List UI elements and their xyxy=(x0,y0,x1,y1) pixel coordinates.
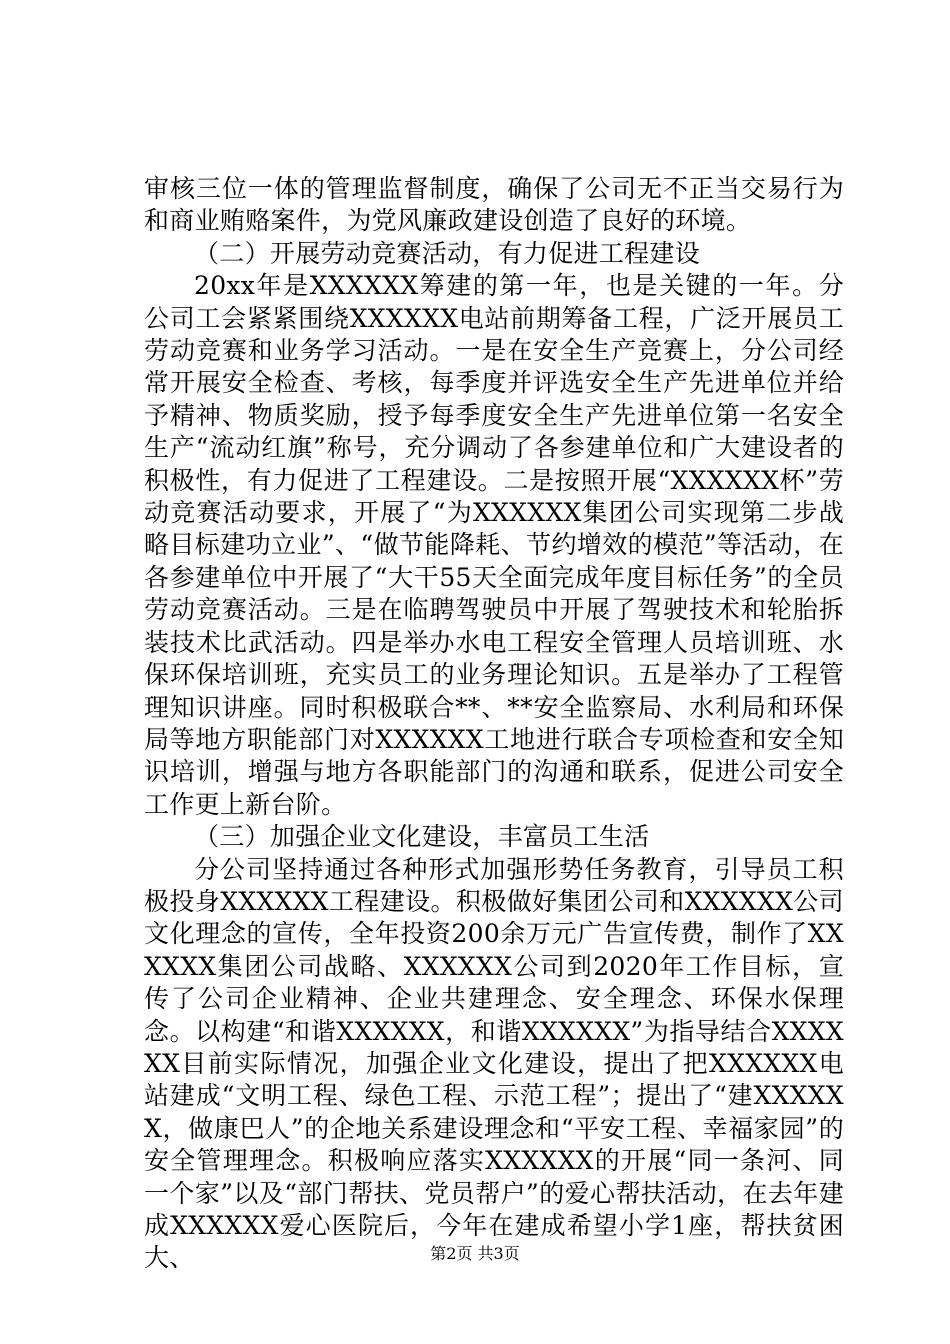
paragraph-continuation: 审核三位一体的管理监督制度，确保了公司无不正当交易行为和商业贿赂案件，为党风廉政建设创造了良好的环境。 xyxy=(144,174,844,236)
section-heading-3: （三）加强企业文化建设，丰富员工生活 xyxy=(194,822,650,852)
document-body xyxy=(144,173,844,1275)
section-heading-2: （二）开展劳动竞赛活动，有力促进工程建设 xyxy=(194,238,701,268)
page-footer: 第2页 共3页 xyxy=(430,1244,520,1263)
paragraph-corporate-culture: 分公司坚持通过各种形式加强形势任务教育，引导员工积极投身XXXXXX工程建设。积极做好集团公司和XXXXXX公司文化理念的宣传，全年投资200余万元广告宣传费，制作了XXXXXX集团公司战略、XXXXXX公司到2020年工作目标，宣传了公司企业精神、企业共建理念、安全理念、环保水保理念。以构建“和谐XXXXXX，和谐XXXXXX”为指导结合XXXXXX目前实际情况，加强企业文化建设，提出了把XXXXXX电站建成“文明工程、绿色工程、示范工程”；提出了“建XXXXXX，做康巴人”的企地关系建设理念和“平安工程、幸福家园”的安全管理理念。积极响应落实XXXXXX的开展“同一条河、同一个家”以及“部门帮扶、党员帮户”的爱心帮扶活动，在去年建成XXXXXX爱心医院后，今年在建成希望小学1座，帮扶贫困大、 xyxy=(144,854,844,1273)
paragraph-labor-competition: 20xx年是XXXXXX筹建的第一年，也是关键的一年。分公司工会紧紧围绕XXXXXX电站前期筹备工程，广泛开展员工劳动竞赛和业务学习活动。一是在安全生产竞赛上，分公司经常开展安全检查、考核，每季度并评选安全生产先进单位并给予精神、物质奖励，授予每季度安全生产先进单位第一名安全生产“流动红旗”称号，充分调动了各参建单位和广大建设者的积极性，有力促进了工程建设。二是按照开展“XXXXXX杯”劳动竞赛活动要求，开展了“为XXXXXX集团公司实现第二步战略目标建功立业”、“做节能降耗、节约增效的模范”等活动，在各参建单位中开展了“大干55天全面完成年度目标任务”的全员劳动竞赛活动。三是在临聘驾驶员中开展了驾驶技术和轮胎拆装技术比武活动。四是举办水电工程安全管理人员培训班、水保环保培训班，充实员工的业务理论知识。五是举办了工程管理知识讲座。同时积极联合**、**安全监察局、水利局和环保局等地方职能部门对XXXXXX工地进行联合专项检查和安全知识培训，增强与地方各职能部门的沟通和联系，促进公司安全工作更上新台阶。 xyxy=(144,271,844,819)
